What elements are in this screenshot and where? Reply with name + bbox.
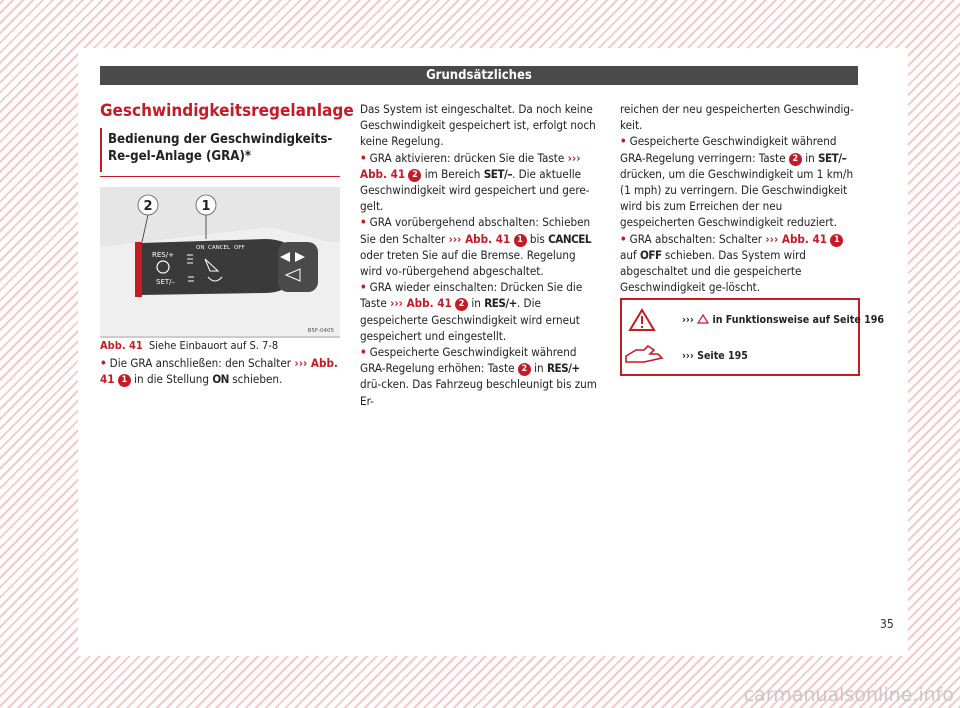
page-number: 35 <box>880 617 894 631</box>
switch-position-on: ON <box>212 372 229 387</box>
figure-ref-link[interactable]: ››› Abb. 41 <box>390 296 452 311</box>
number-badge: 1 <box>514 234 527 247</box>
figure-ref-link[interactable]: ››› Abb. 41 <box>360 150 581 181</box>
caption-bar <box>100 336 340 338</box>
number-badge: 2 <box>518 363 531 376</box>
number-badge: 2 <box>455 298 468 311</box>
caption-label: Abb. 41 <box>100 339 143 352</box>
lever-label-res: RES/+ <box>152 251 174 259</box>
figure-ref-link[interactable]: ››› Abb. 41 <box>765 231 828 246</box>
number-badge: 1 <box>830 234 843 247</box>
section-title: Geschwindigkeitsregelanlage <box>100 101 354 121</box>
number-badge: 2 <box>789 153 802 166</box>
warning-small-icon <box>697 314 709 324</box>
chapter-header: Grundsätzliches <box>100 66 858 85</box>
number-badge: 2 <box>408 169 421 182</box>
bullet-increase: • Gespeicherte Geschwindigkeit während GRA-Regelung erhöhen: Taste 2 in RES/+ drü-cken. Das Fahrzeug beschleunigt bis zum Er- <box>360 345 597 408</box>
callout-2: 2 <box>143 199 153 214</box>
info-ref-link[interactable]: ››› Seite 195 <box>682 350 748 362</box>
bullet-decrease: • Gespeicherte Geschwindigkeit während GRA-Regelung verringern: Taste 2 in SET/– drücken, um die Geschwindigkeit um 1 km/h (1 mph) zu verringern. Die Geschwindigkeit wird bis zum Erreichen der neu gespeicherten Geschwindigkeit reduziert. <box>620 134 854 230</box>
bullet-switch-off: • GRA abschalten: Schalter ››› Abb. 41 1 auf OFF schieben. Das System wird abgeschaltet und die gespeicherte Geschwindigkeit ge-löscht. <box>620 231 860 296</box>
info-hand-icon <box>624 340 664 366</box>
column-2 <box>360 101 600 409</box>
figure-code: B5F-0405 <box>307 328 334 334</box>
paragraph-continued: reichen der neu gespeicherten Geschwindig-keit. <box>620 102 854 133</box>
warning-ref-link[interactable]: ››› in Funktionsweise auf Seite 196 <box>682 314 885 326</box>
subtitle-accent-rule <box>100 128 102 172</box>
number-badge: 1 <box>118 374 131 387</box>
figure-caption <box>100 339 340 353</box>
col1-bullet: • Die GRA anschließen: den Schalter ››› Abb. 41 1 in die Stellung ON schieben. <box>100 356 338 387</box>
column-3 <box>620 101 860 295</box>
lever-label-set: SET/– <box>156 278 176 286</box>
lever-label-on: ON <box>196 245 205 251</box>
figure-ref-link[interactable]: ››› Abb. 41 <box>100 356 338 387</box>
bullet-activate: • GRA aktivieren: drücken Sie die Taste ››› Abb. 41 2 im Bereich SET/–. Die aktuelle Geschwindigkeit wird gespeichert und gere-gelt. <box>360 150 590 214</box>
bullet-resume: • GRA wieder einschalten: Drücken Sie die Taste ››› Abb. 41 2 in RES/+. Die gespeicherte Geschwindigkeit wird erneut gespeichert und eingestellt. <box>360 280 583 343</box>
lever-label-cancel: CANCEL <box>208 245 231 251</box>
figure-cruise-control-lever <box>100 187 340 337</box>
subsection-divider <box>100 176 340 177</box>
paragraph-intro: Das System ist eingeschaltet. Da noch keine Geschwindigkeit gespeichert ist, erfolgt noch keine Regelung. <box>360 102 596 149</box>
bullet-pause: • GRA vorübergehend abschalten: Schieben Sie den Schalter ››› Abb. 41 1 bis CANCEL oder treten Sie auf die Bremse. Regelung wird vo-rübergehend abgeschaltet. <box>360 215 592 279</box>
warning-triangle-icon <box>628 308 656 332</box>
lever-label-off: OFF <box>234 245 245 251</box>
figure-ref-link[interactable]: ››› Abb. 41 <box>448 231 511 246</box>
callout-1: 1 <box>201 199 211 214</box>
watermark: carmanualsonline.info <box>743 684 954 706</box>
caption-text: Siehe Einbauort auf S. 7-8 <box>148 339 279 352</box>
subsection-title: Bedienung der Geschwindigkeits-Re-gel-Anlage (GRA)* <box>108 132 333 164</box>
